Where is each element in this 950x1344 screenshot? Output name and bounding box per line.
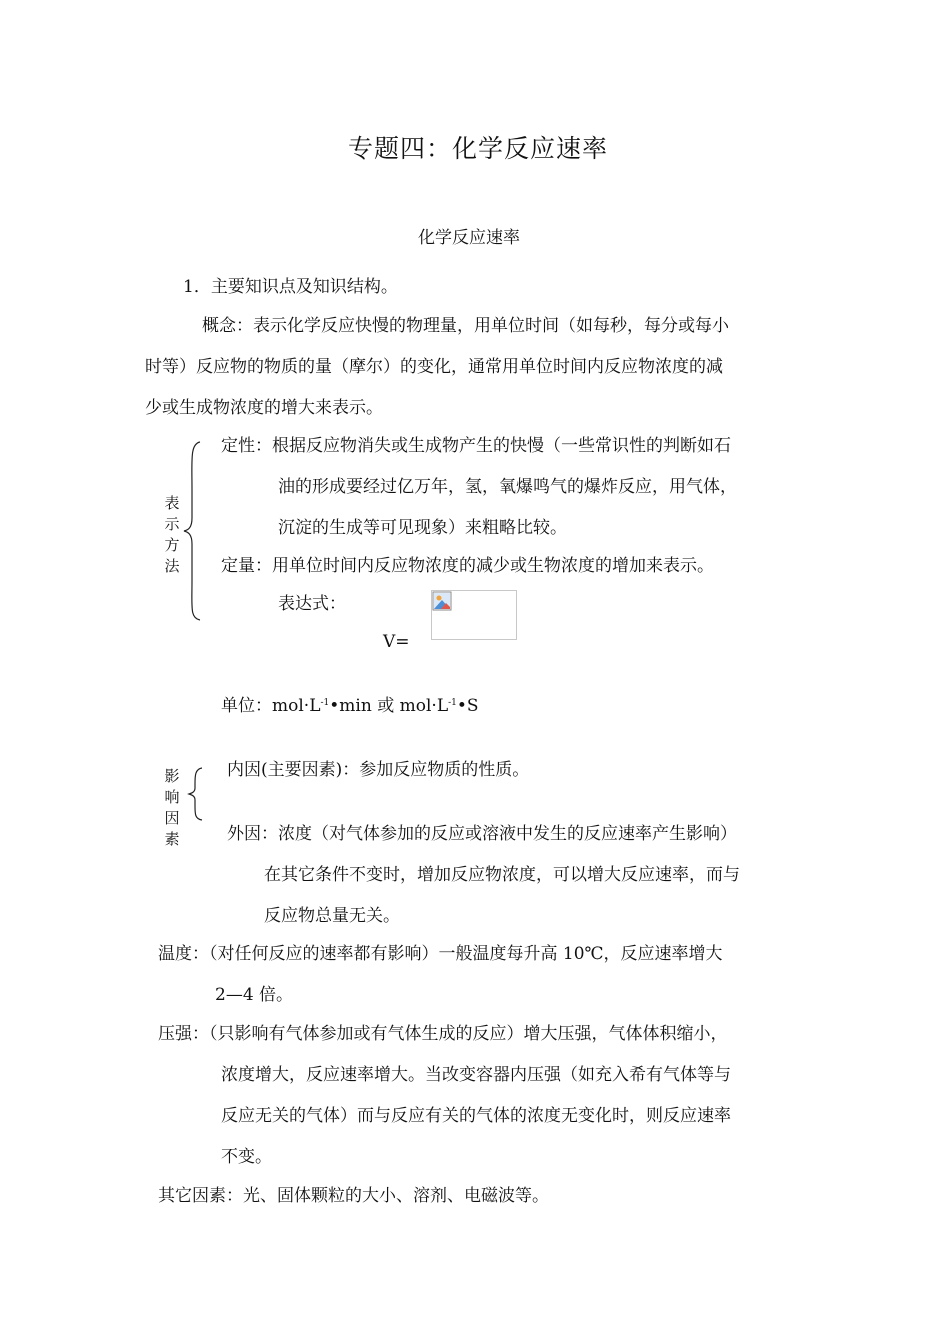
methods-label-char: 方 [164,536,180,554]
expression-label: 表达式： [278,594,346,614]
concept-line-2: 时等）反应物的物质的量（摩尔）的变化，通常用单位时间内反应物浓度的减 [145,357,723,377]
qualitative-line-1: 定性：根据反应物消失或生成物产生的快慢（一些常识性的判断如石 [221,436,731,456]
section-heading: 化学反应速率 [418,228,520,248]
methods-label-char: 表 [164,494,180,512]
methods-label-char: 法 [164,557,180,575]
factors-brace-icon [186,766,206,822]
unit-prefix: 单位：mol·L [221,696,321,716]
unit-exponent: -1 [320,698,330,708]
external-factor-line-3: 反应物总量无关。 [264,906,400,926]
pressure-line-4: 不变。 [221,1147,272,1167]
unit-exponent: -1 [448,698,457,708]
factors-label [163,766,181,850]
methods-brace-icon [182,440,204,622]
qualitative-line-3: 沉淀的生成等可见现象）来粗略比较。 [278,518,567,538]
other-factors-line: 其它因素：光、固体颗粒的大小、溶剂、电磁波等。 [158,1186,549,1206]
pressure-line-2: 浓度增大，反应速率增大。当改变容器内压强（如充入希有气体等与 [221,1065,731,1085]
factors-label-char: 响 [164,788,180,806]
internal-factor: 内因(主要因素)：参加反应物质的性质。 [227,760,530,780]
pressure-line-1: 压强：（只影响有气体参加或有气体生成的反应）增大压强，气体体积缩小， [158,1024,728,1044]
external-factor-line-2: 在其它条件不变时，增加反应物浓度，可以增大反应速率，而与 [264,865,740,885]
concept-line-1: 概念：表示化学反应快慢的物理量，用单位时间（如每秒，每分或每小 [202,316,729,336]
formula-image-placeholder [431,590,517,640]
unit-line [221,696,479,716]
factors-label-char: 因 [164,809,180,827]
external-factor-line-1: 外因：浓度（对气体参加的反应或溶液中发生的反应速率产生影响） [227,824,737,844]
broken-image-icon [432,591,452,611]
pressure-line-3: 反应无关的气体）而与反应有关的气体的浓度无变化时，则反应速率 [221,1106,731,1126]
concept-line-3: 少或生成物浓度的增大来表示。 [145,398,383,418]
temperature-line-2: 2—4 倍。 [215,985,294,1005]
quantitative-line: 定量：用单位时间内反应物浓度的减少或生物浓度的增加来表示。 [221,556,714,576]
page-title: 专题四：化学反应速率 [348,134,609,163]
factors-label-char: 素 [164,830,180,848]
velocity-equation: V= [383,632,410,652]
factors-label-char: 影 [164,767,180,785]
temperature-line-1: 温度：（对任何反应的速率都有影响）一般温度每升高 10℃，反应速率增大 [158,944,723,964]
unit-suffix: •S [456,696,479,716]
unit-middle: •min 或 mol·L [329,696,449,716]
section-1-heading: 1．主要知识点及知识结构。 [183,277,398,297]
qualitative-line-2: 油的形成要经过亿万年，氢，氧爆鸣气的爆炸反应，用气体， [278,477,737,497]
methods-label [163,493,181,577]
methods-label-char: 示 [164,515,180,533]
